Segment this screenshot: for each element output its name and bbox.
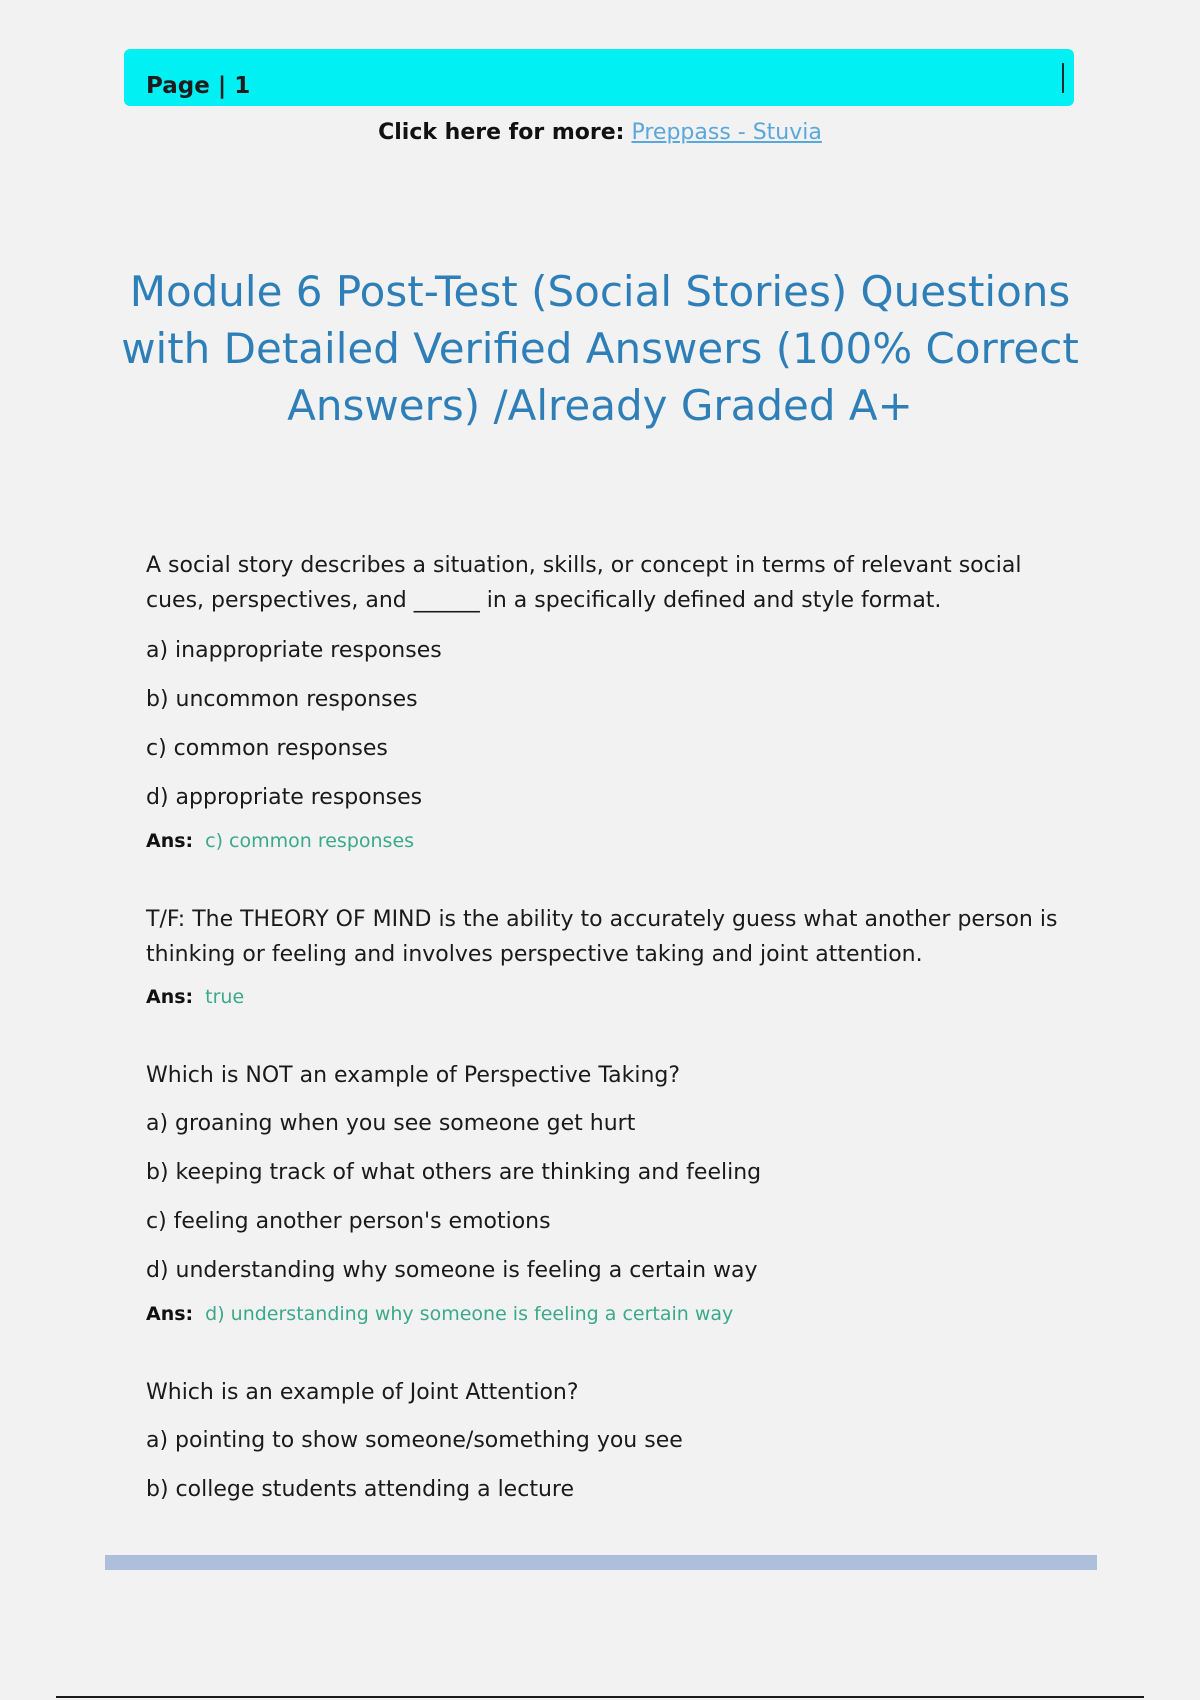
- question-text: T/F: The THEORY OF MIND is the ability to accurately guess what another person is thinking or feeling and involves perspective taking and joint attention.: [146, 907, 1058, 967]
- option-a: a) inappropriate responses: [146, 638, 442, 663]
- answer-row: [146, 822, 1066, 860]
- document-title: Module 6 Post-Test (Social Stories) Questions with Detailed Verified Answers (100% Correct Answers) /Already Graded A+: [121, 267, 1079, 430]
- promo-label: Click here for more:: [378, 120, 625, 145]
- page-number: Page | 1: [146, 73, 251, 99]
- option-d: d) understanding why someone is feeling a certain way: [146, 1258, 758, 1283]
- answer-value: c) common responses: [205, 830, 415, 852]
- answer-row: [146, 1295, 1066, 1333]
- question-2: [146, 902, 1066, 1016]
- promo-link[interactable]: Preppass - Stuvia: [631, 120, 822, 145]
- option-c: c) common responses: [146, 736, 388, 761]
- page-header-bar: [124, 49, 1074, 106]
- answer-label: Ans:: [146, 986, 194, 1008]
- answer-row: [146, 978, 1066, 1016]
- question-1: [146, 548, 1066, 860]
- question-4: [146, 1375, 1066, 1514]
- question-text: Which is NOT an example of Perspective Taking?: [146, 1063, 681, 1088]
- promo-line: [0, 120, 1200, 145]
- option-c: c) feeling another person's emotions: [146, 1209, 551, 1234]
- question-text: Which is an example of Joint Attention?: [146, 1380, 579, 1405]
- answer-value: d) understanding why someone is feeling a certain way: [205, 1303, 734, 1325]
- page-bottom-rule: [56, 1696, 1144, 1698]
- answer-label: Ans:: [146, 1303, 194, 1325]
- answer-label: Ans:: [146, 830, 194, 852]
- question-text: A social story describes a situation, skills, or concept in terms of relevant social cues, perspectives, and ______ in a specifically defined and style format.: [146, 553, 1022, 613]
- question-3: [146, 1058, 1066, 1333]
- answer-value: true: [205, 986, 245, 1008]
- option-a: a) groaning when you see someone get hurt: [146, 1111, 636, 1136]
- question-list: [146, 548, 1066, 1514]
- option-b: b) college students attending a lecture: [146, 1477, 574, 1502]
- footer-bar: [105, 1555, 1097, 1570]
- option-b: b) keeping track of what others are thinking and feeling: [146, 1160, 762, 1185]
- option-b: b) uncommon responses: [146, 687, 418, 712]
- option-d: d) appropriate responses: [146, 785, 423, 810]
- header-divider: [1062, 63, 1064, 93]
- option-a: a) pointing to show someone/something you see: [146, 1428, 683, 1453]
